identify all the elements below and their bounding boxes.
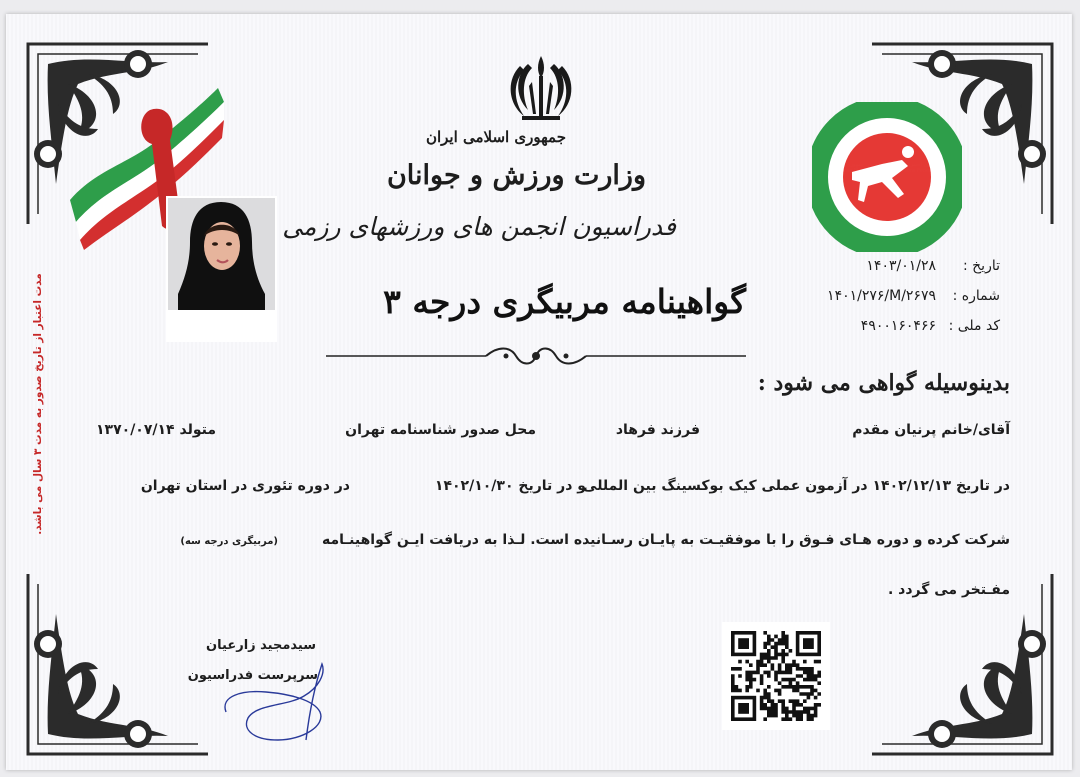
validity-note-text: مدت اعتبار از تاریخ صدور به مدت ۳ سال می باشد.	[32, 273, 44, 535]
iran-emblem-icon	[506, 52, 576, 124]
body-birth-date: متولد ۱۳۷۰/۰۷/۱۴	[96, 422, 216, 438]
meta-date-label: تاریخ :	[962, 258, 1000, 274]
header-country: جمهوری اسلامی ایران	[425, 128, 566, 146]
federation-logo-icon	[812, 102, 962, 252]
title-divider-icon	[326, 344, 746, 368]
photo-background	[168, 198, 275, 310]
body-father: فرزند فرهاد	[615, 422, 700, 438]
meta-number-value: ۱۴۰۱/۲۷۶/M/۲۶۷۹	[827, 288, 936, 304]
body-grade-note: (مربیگری درجه سه)	[180, 536, 278, 547]
body-issue-place: محل صدور شناسنامه تهران	[345, 422, 536, 438]
signatory-name: سیدمجید زارعیان	[206, 638, 316, 653]
federation-logo-text	[828, 162, 946, 174]
signature-scribble-icon	[218, 660, 338, 750]
validity-note	[28, 269, 48, 539]
qr-code-icon	[722, 622, 830, 730]
body-closing: مفـتخر می گردد .	[887, 582, 1010, 598]
body-theory-province: در دوره تئوری در استان تهران	[140, 478, 350, 494]
corner-ornament-bottom-left-icon	[18, 564, 218, 764]
photo-white-margin	[166, 310, 277, 342]
body-name: آقای/خانم پرنیان مقدم	[852, 422, 1010, 438]
meta-national-id-label: کد ملی :	[948, 318, 1000, 334]
body-theory-date: و در تاریخ ۱۴۰۲/۱۰/۳۰	[434, 478, 586, 494]
qr-code[interactable]	[722, 622, 830, 730]
person-silhouette-icon	[168, 198, 275, 310]
body-completion: شرکت کرده و دوره هـای فـوق را با موفقیـت به پایـان رسـانیده است. لـذا به دریافت ایـن گواهینـامه	[321, 532, 1010, 548]
body-intro: بدینوسیله گواهی می شود :	[757, 370, 1010, 396]
meta-number-label: شماره :	[952, 288, 1000, 304]
meta-national-id-value: ۴۹۰۰۱۶۰۴۶۶	[860, 318, 936, 334]
certificate-paper	[6, 14, 1072, 770]
meta-date-value: ۱۴۰۳/۰۱/۲۸	[866, 258, 936, 274]
portrait-photo	[166, 196, 277, 342]
certificate-title: گواهینامه مربیگری درجه ۳	[383, 282, 746, 321]
header-ministry: وزارت ورزش و جوانان	[386, 160, 646, 191]
body-practical-exam: در تاریخ ۱۴۰۲/۱۲/۱۳ در آزمون عملی کیک بوکسینگ بین المللی	[583, 478, 1010, 494]
header-federation: فدراسیون انجمن های ورزشهای رزمی	[282, 212, 676, 241]
signatory-role: سرپرست فدراسیون	[187, 668, 318, 683]
